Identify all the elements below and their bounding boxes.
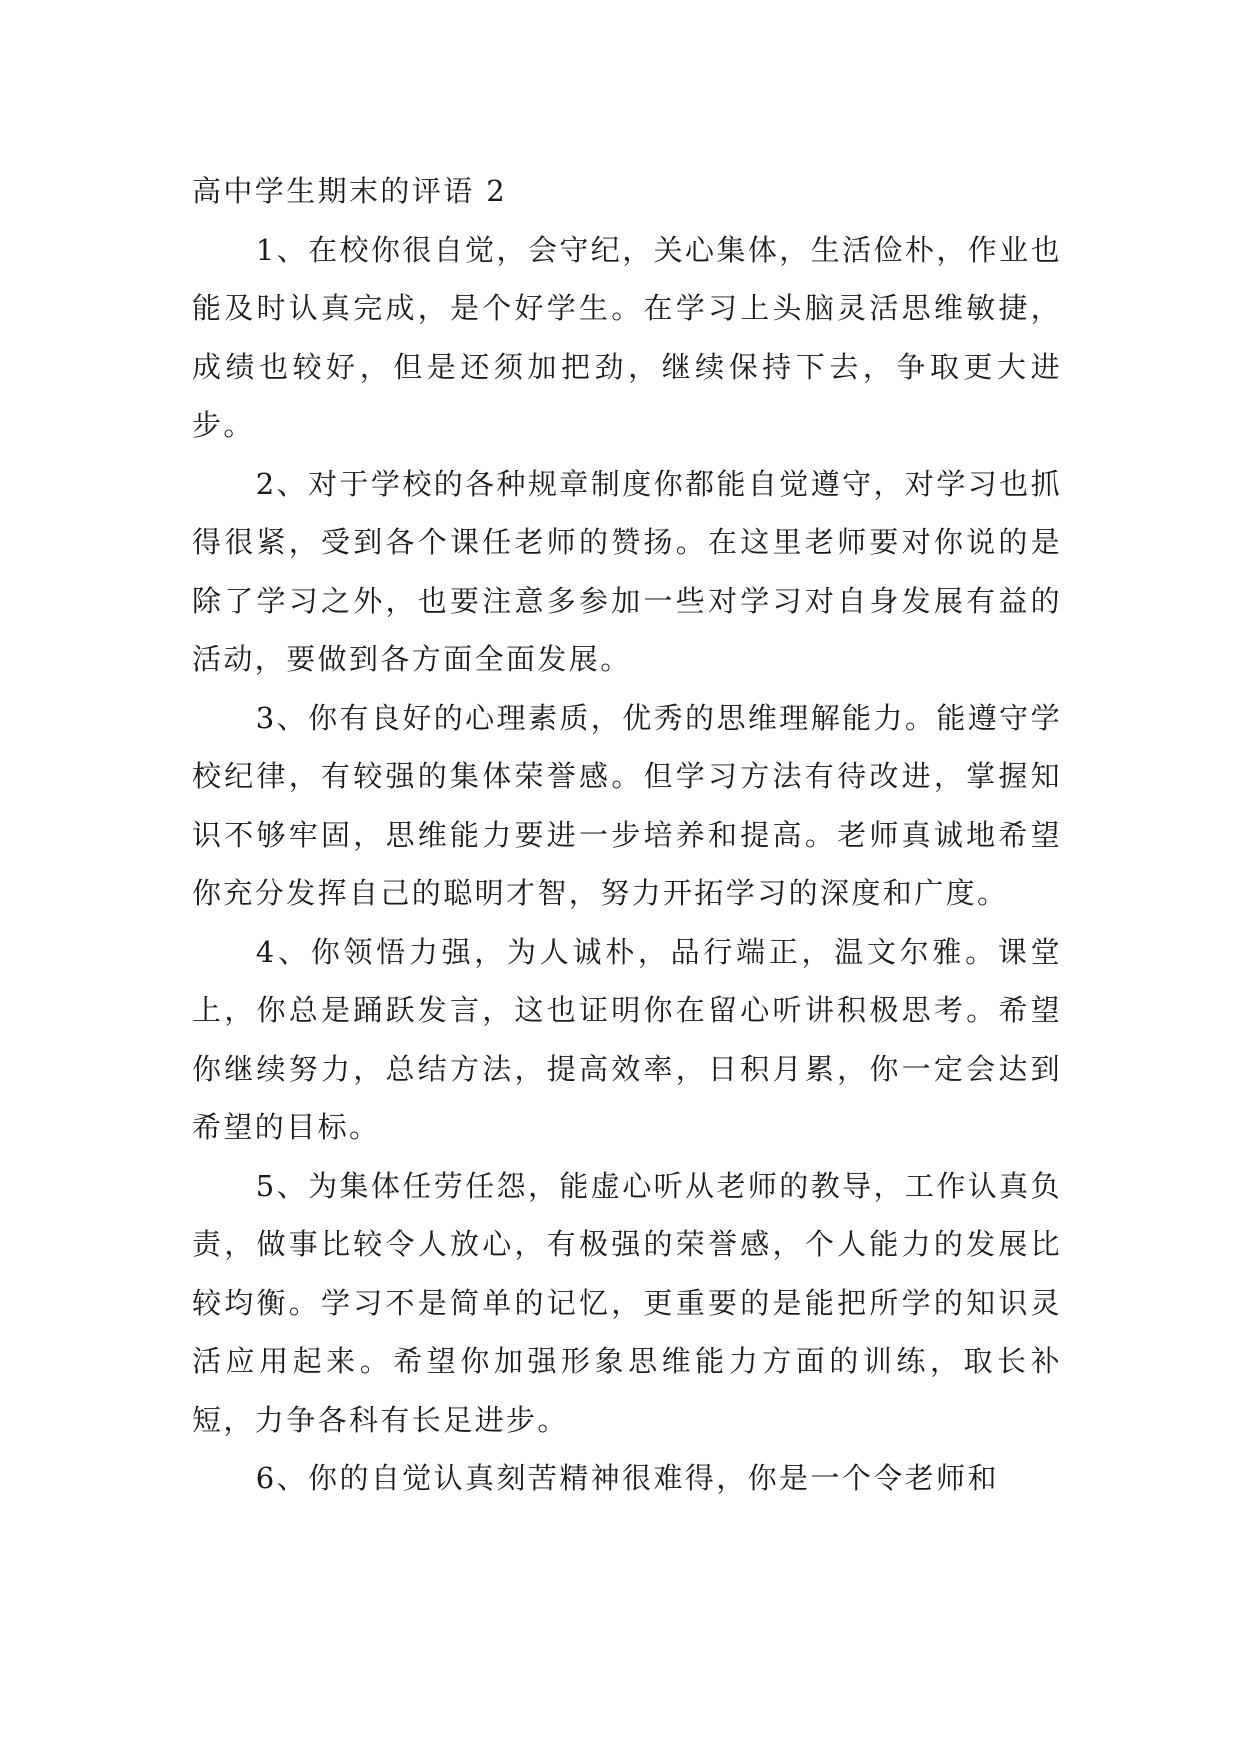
comment-paragraph-2: 2、对于学校的各种规章制度你都能自觉遵守，对学习也抓得很紧，受到各个课任老师的赞扬。在这里老师要对你说的是除了学习之外，也要注意多参加一些对学习对自身发展有益的活动，要做到各方面全面发展。	[192, 466, 1062, 676]
document-title: 高中学生期末的评语 2	[192, 174, 508, 208]
comment-paragraph-6: 6、你的自觉认真刻苦精神很难得，你是一个令老师和	[255, 1461, 999, 1495]
comment-paragraph-5: 5、为集体任劳任怨，能虚心听从老师的教导，工作认真负责，做事比较令人放心，有极强的荣誉感，个人能力的发展比较均衡。学习不是简单的记忆，更重要的是能把所学的知识灵活应用起来。希望你加强形象思维能力方面的训练，取长补短，力争各科有长足进步。	[192, 1168, 1062, 1437]
comment-paragraph-1: 1、在校你很自觉，会守纪，关心集体，生活俭朴，作业也能及时认真完成，是个好学生。在学习上头脑灵活思维敏捷，成绩也较好，但是还须加把劲，继续保持下去，争取更大进步。	[192, 232, 1062, 442]
comment-paragraph-4: 4、你领悟力强，为人诚朴，品行端正，温文尔雅。课堂上，你总是踊跃发言，这也证明你在留心听讲积极思考。希望你继续努力，总结方法，提高效率，日积月累，你一定会达到希望的目标。	[192, 934, 1062, 1144]
document-body	[192, 162, 1062, 1508]
comment-paragraph-3: 3、你有良好的心理素质，优秀的思维理解能力。能遵守学校纪律，有较强的集体荣誉感。但学习方法有待改进，掌握知识不够牢固，思维能力要进一步培养和提高。老师真诚地希望你充分发挥自己的聪明才智，努力开拓学习的深度和广度。	[192, 700, 1062, 910]
